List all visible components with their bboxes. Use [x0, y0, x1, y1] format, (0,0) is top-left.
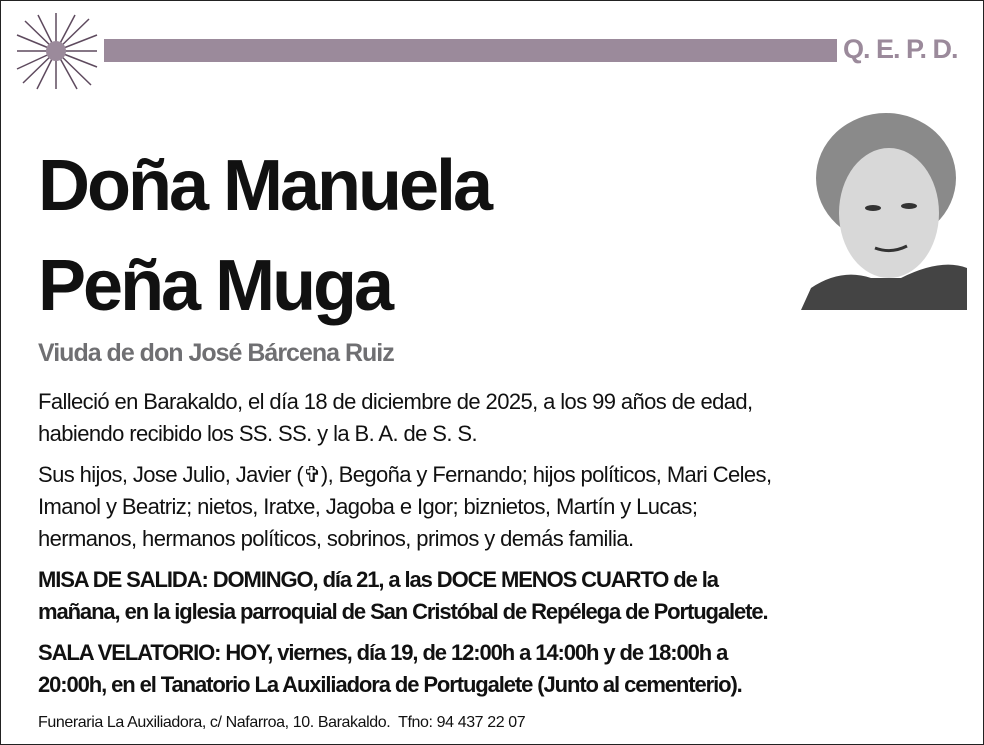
portrait-photo	[801, 108, 967, 310]
text-line: Imanol y Beatriz; nietos, Iratxe, Jagoba e Igor; biznietos, Martín y Lucas;	[38, 494, 698, 519]
name-line: Peña Muga	[38, 246, 392, 326]
text-line: MISA DE SALIDA: DOMINGO, día 21, a las DOCE MENOS CUARTO de la	[38, 567, 718, 592]
text-line: Sus hijos, Jose Julio, Javier (✞), Begoña y Fernando; hijos políticos, Mari Celes,	[38, 462, 772, 487]
name-line: Doña Manuela	[38, 146, 491, 226]
widow-of: Viuda de don José Bárcena Ruiz	[38, 339, 394, 367]
text-line: SALA VELATORIO: HOY, viernes, día 19, de 12:00h a 14:00h y de 18:00h a	[38, 640, 728, 665]
text-line: 20:00h, en el Tanatorio La Auxiliadora de Portugalete (Junto al cementerio).	[38, 672, 742, 697]
header-bar	[104, 39, 837, 62]
text-line: mañana, en la iglesia parroquial de San Cristóbal de Repélega de Portugalete.	[38, 599, 768, 624]
family-list	[38, 459, 771, 555]
thistle-flower-icon	[13, 11, 99, 91]
funeral-home-footer: Funeraria La Auxiliadora, c/ Nafarroa, 10. Barakaldo. Tfno: 94 437 22 07	[38, 714, 526, 731]
text-line: hermanos, hermanos políticos, sobrinos, primos y demás familia.	[38, 526, 634, 551]
wake-info	[38, 637, 742, 701]
mass-info	[38, 564, 768, 628]
qepd-label: Q. E. P. D.	[843, 34, 958, 64]
text-line: habiendo recibido los SS. SS. y la B. A. de S. S.	[38, 421, 477, 446]
text-line: Falleció en Barakaldo, el día 18 de diciembre de 2025, a los 99 años de edad,	[38, 389, 753, 414]
death-notice	[38, 386, 753, 450]
deceased-name	[38, 136, 490, 336]
